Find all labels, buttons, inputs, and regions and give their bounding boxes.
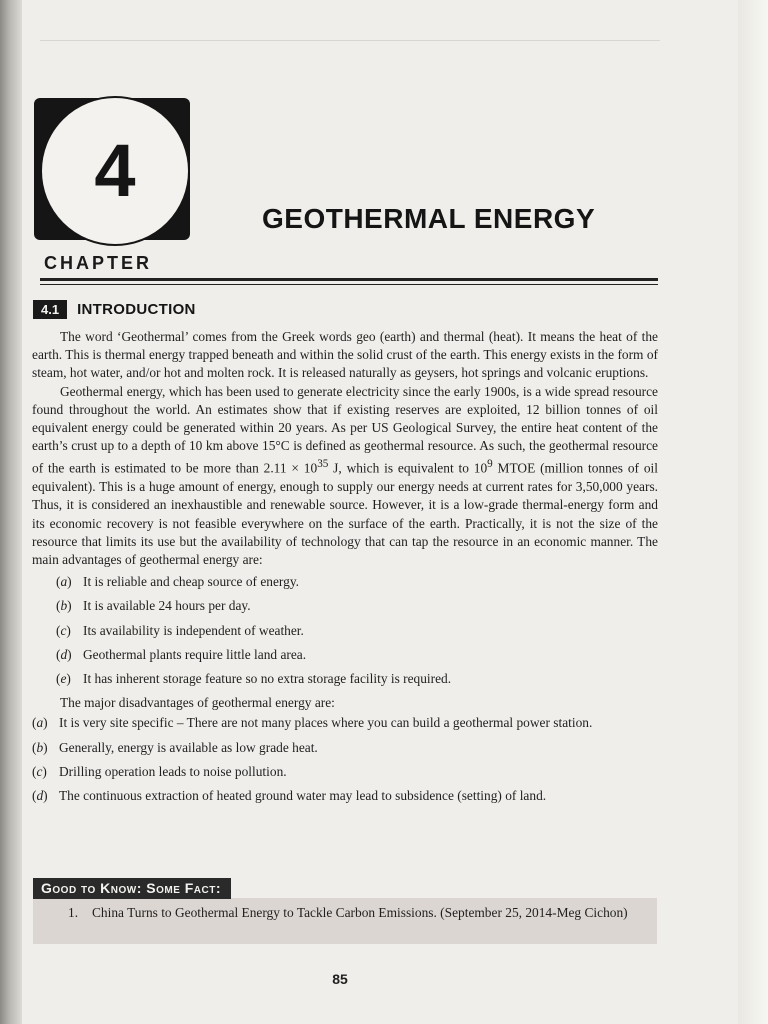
- page-edge: [738, 0, 768, 1024]
- chapter-label: CHAPTER: [44, 253, 153, 273]
- page-number: 85: [332, 971, 348, 987]
- book-spine-shadow: [0, 0, 22, 1024]
- list-item: (c) Drilling operation leads to noise pollution.: [32, 763, 287, 779]
- list-item: (b) Generally, energy is available as low grade heat.: [32, 739, 318, 755]
- list-item: (d) The continuous extraction of heated ground water may lead to subsidence (setting) of land.: [32, 787, 547, 803]
- section-number: 4.1: [33, 300, 67, 319]
- good-to-know-item: 1. China Turns to Geothermal Energy to Tackle Carbon Emissions. (September 25, 2014-Meg Cichon): [68, 905, 628, 920]
- chapter-number: 4: [94, 129, 136, 212]
- advantages-list: [32, 573, 658, 688]
- list-item: (d) Geothermal plants require little land area.: [56, 646, 307, 662]
- body-text: [32, 328, 658, 811]
- chapter-title: GEOTHERMAL ENERGY: [262, 203, 596, 234]
- list-item: (b) It is available 24 hours per day.: [56, 598, 251, 614]
- section-heading: [33, 300, 196, 319]
- good-to-know-heading: Good to Know: Some Fact:: [33, 878, 231, 899]
- list-item: (a) It is reliable and cheap source of energy.: [56, 574, 300, 590]
- list-item: (a) It is very site specific – There are not many places where you can build a geothermal power station.: [32, 715, 593, 731]
- title-rule-thin: [40, 284, 658, 285]
- bleed-through-line: [40, 30, 660, 41]
- list-item: (c) Its availability is independent of weather.: [56, 622, 304, 638]
- disadvantages-list: [32, 714, 658, 805]
- disadvantages-intro: The major disadvantages of geothermal energy are:: [60, 695, 335, 711]
- title-rule-thick: [40, 278, 658, 281]
- paragraph-intro: The word ‘Geothermal’ comes from the Greek words geo (earth) and thermal (heat). It means the heat of the earth. This is thermal energy trapped beneath and within the solid crust of the earth. This energy exists in the form of steam, hot water, and/or hot and molten rock. It is released naturally as geysers, hot springs and volcanic eruptions.: [32, 329, 658, 381]
- section-title: INTRODUCTION: [77, 301, 196, 318]
- paragraph-resource: Geothermal energy, which has been used to generate electricity since the early 1900s, is a wide spread resource found throughout the world. An estimates show that if existing reserves are exploited, 12 billion tonnes of oil equivalent energy could be generated within 20 years. As per US Geological Survey, the entire heat content of the earth’s crust up to a depth of 10 km above 15°C is defined as geothermal resource. As such, the geothermal resource of the earth is estimated to be more than $2.11 \times 10^{35}$ J, which is equivalent to $10^9$ MTOE (million tonnes of oil equivalent). This is a huge amount of energy, enough to supply our energy needs at current rates for 3,50,000 years. Thus, it is considered an inexhaustible and renewable source. However, it is a low-grade thermal-energy form and its economic recovery is not feasible everywhere on the surface of the earth. Practically, it is not the size of the resource that limits its use but the availability of technology that can tap the resource in an economic manner. The main advantages of geothermal energy are:: [32, 383, 658, 567]
- list-item: (e) It has inherent storage feature so no extra storage facility is required.: [56, 670, 452, 686]
